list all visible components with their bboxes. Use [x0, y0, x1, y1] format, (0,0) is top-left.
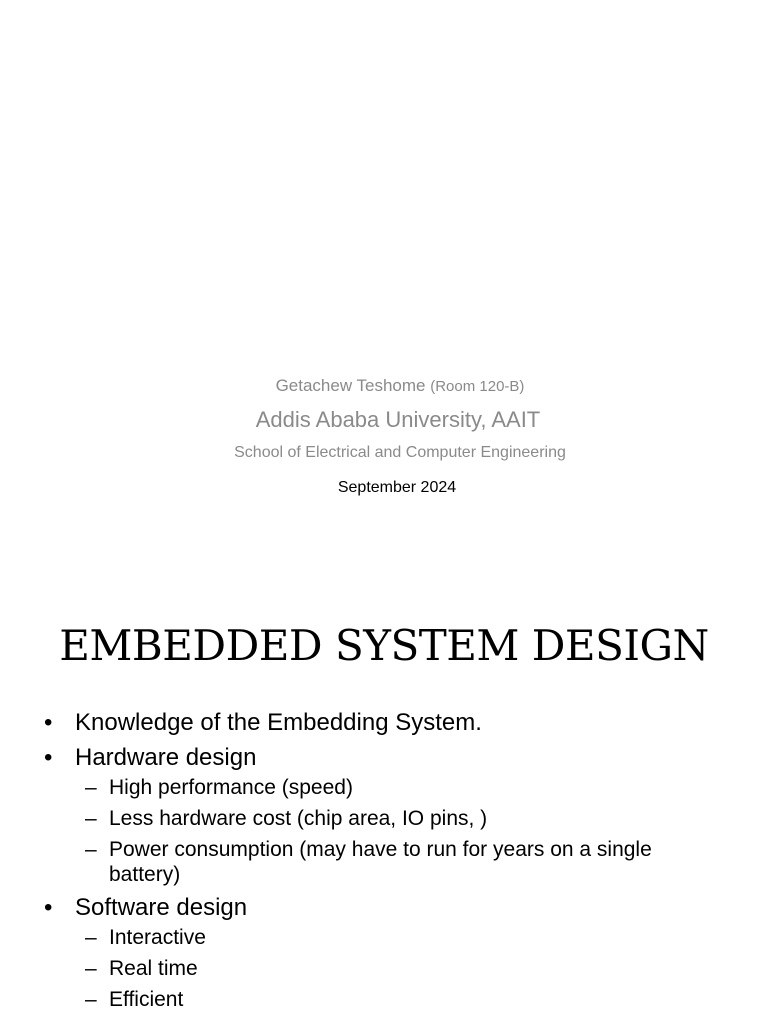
sub-item [75, 806, 724, 831]
sub-item-text: Efficient [109, 988, 184, 1011]
hardware-sublist [75, 775, 724, 887]
sub-item [75, 837, 724, 887]
sub-item-text: Interactive [109, 926, 206, 949]
software-sublist [75, 925, 724, 1012]
dash-icon: – [85, 776, 97, 799]
bullet-icon: • [44, 894, 53, 921]
content-slide [0, 560, 768, 1024]
sub-item-text: Power consumption (may have to run for years on a single battery) [109, 838, 652, 886]
author-room: (Room 120-B) [430, 378, 525, 395]
bullet-item-software [44, 893, 724, 1012]
dash-icon: – [85, 926, 97, 949]
author-name: Getachew Teshome [275, 376, 426, 395]
bullet-icon: • [44, 744, 53, 771]
bullet-text: Knowledge of the Embedding System. [75, 709, 482, 736]
sub-item [75, 987, 724, 1012]
sub-item-text: Less hardware cost (chip area, IO pins, ) [109, 807, 488, 830]
sub-item [75, 775, 724, 800]
school-name: School of Electrical and Computer Engineering [234, 444, 566, 461]
dash-icon: – [85, 838, 97, 861]
bullet-text: Software design [75, 894, 248, 921]
dash-icon: – [85, 957, 97, 980]
bullet-list [44, 708, 724, 1018]
sub-item [75, 925, 724, 950]
dash-icon: – [85, 807, 97, 830]
bullet-text: Hardware design [75, 744, 257, 771]
author-line [0, 375, 768, 398]
bullet-icon: • [44, 709, 53, 736]
slide-title: EMBEDDED SYSTEM DESIGN [59, 621, 709, 670]
bullet-item-knowledge [44, 708, 724, 738]
presentation-date: September 2024 [337, 479, 457, 496]
sub-item [75, 956, 724, 981]
university-name: Addis Ababa University, AAIT [255, 407, 541, 432]
sub-item-text: High performance (speed) [109, 776, 353, 799]
dash-icon: – [85, 988, 97, 1011]
sub-item-text: Real time [109, 957, 198, 980]
bullet-item-hardware [44, 743, 724, 887]
